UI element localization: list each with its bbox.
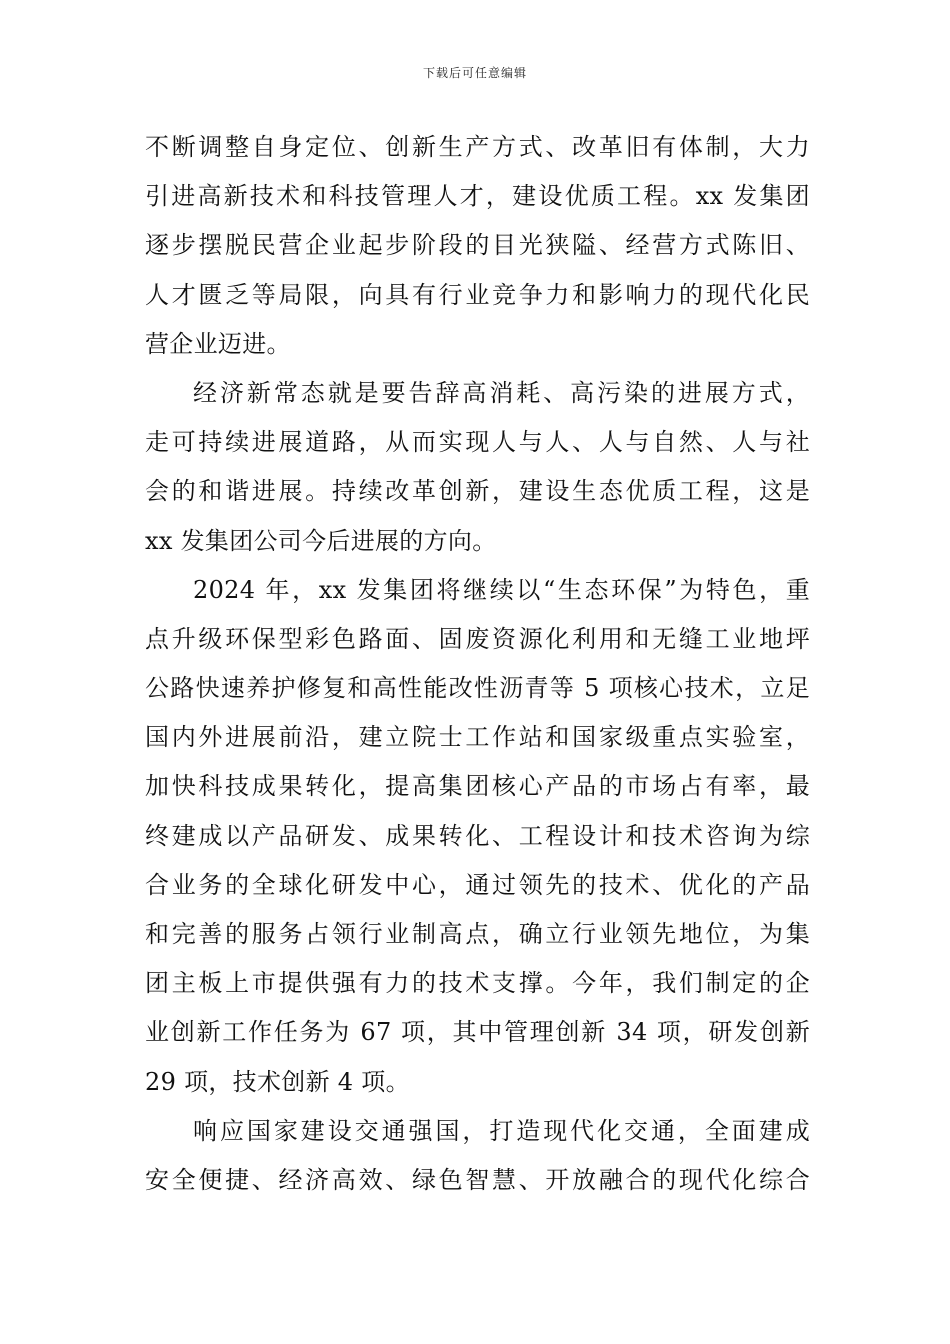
text-line: 人才匮乏等局限，向具有行业竞争力和影响力的现代化民 xyxy=(145,280,810,309)
text-line: 2024 年，xx 发集团将继续以“生态环保”为特色，重 xyxy=(193,575,810,604)
text-line: 经济新常态就是要告辞高消耗、高污染的进展方式， xyxy=(193,378,810,407)
text-line: 营企业迈进。 xyxy=(145,329,291,358)
text-line: 引进高新技术和科技管理人才，建设优质工程。xx 发集团 xyxy=(145,182,810,211)
paragraph-2 xyxy=(145,369,810,566)
text-line: 29 项，技术创新 4 项。 xyxy=(145,1067,410,1096)
text-line: 加快科技成果转化，提高集团核心产品的市场占有率，最 xyxy=(145,772,810,801)
text-line: 走可持续进展道路，从而实现人与人、人与自然、人与社 xyxy=(145,428,810,457)
text-line: 团主板上市提供强有力的技术支撑。今年，我们制定的企 xyxy=(145,969,810,998)
text-line: 和完善的服务占领行业制高点，确立行业领先地位，为集 xyxy=(145,920,810,948)
text-line: 响应国家建设交通强国，打造现代化交通，全面建成 xyxy=(193,1116,810,1145)
paragraph-4 xyxy=(145,1107,810,1205)
text-line: 业创新工作任务为 67 项，其中管理创新 34 项，研发创新 xyxy=(145,1018,810,1047)
text-line: 终建成以产品研发、成果转化、工程设计和技术咨询为综 xyxy=(145,821,810,850)
text-line: 公路快速养护修复和高性能改性沥青等 5 项核心技术，立足 xyxy=(145,674,810,703)
text-line: 逐步摆脱民营企业起步阶段的目光狭隘、经营方式陈旧、 xyxy=(145,231,810,260)
text-line: 点升级环保型彩色路面、固废资源化利用和无缝工业地坪 xyxy=(145,624,810,653)
text-line: 安全便捷、经济高效、绿色智慧、开放融合的现代化综合 xyxy=(145,1165,810,1194)
text-line: 国内外进展前沿，建立院士工作站和国家级重点实验室， xyxy=(145,723,810,752)
text-line: xx 发集团公司今后进展的方向。 xyxy=(145,526,497,555)
paragraph-3 xyxy=(145,566,810,1107)
text-line: 合业务的全球化研发中心，通过领先的技术、优化的产品 xyxy=(145,870,810,899)
paragraph-1 xyxy=(145,123,810,369)
page-header: 下载后可任意编辑 xyxy=(422,66,527,80)
text-line: 不断调整自身定位、创新生产方式、改革旧有体制，大力 xyxy=(145,133,810,161)
document-body xyxy=(145,123,810,1205)
text-line: 会的和谐进展。持续改革创新，建设生态优质工程，这是 xyxy=(145,477,810,506)
